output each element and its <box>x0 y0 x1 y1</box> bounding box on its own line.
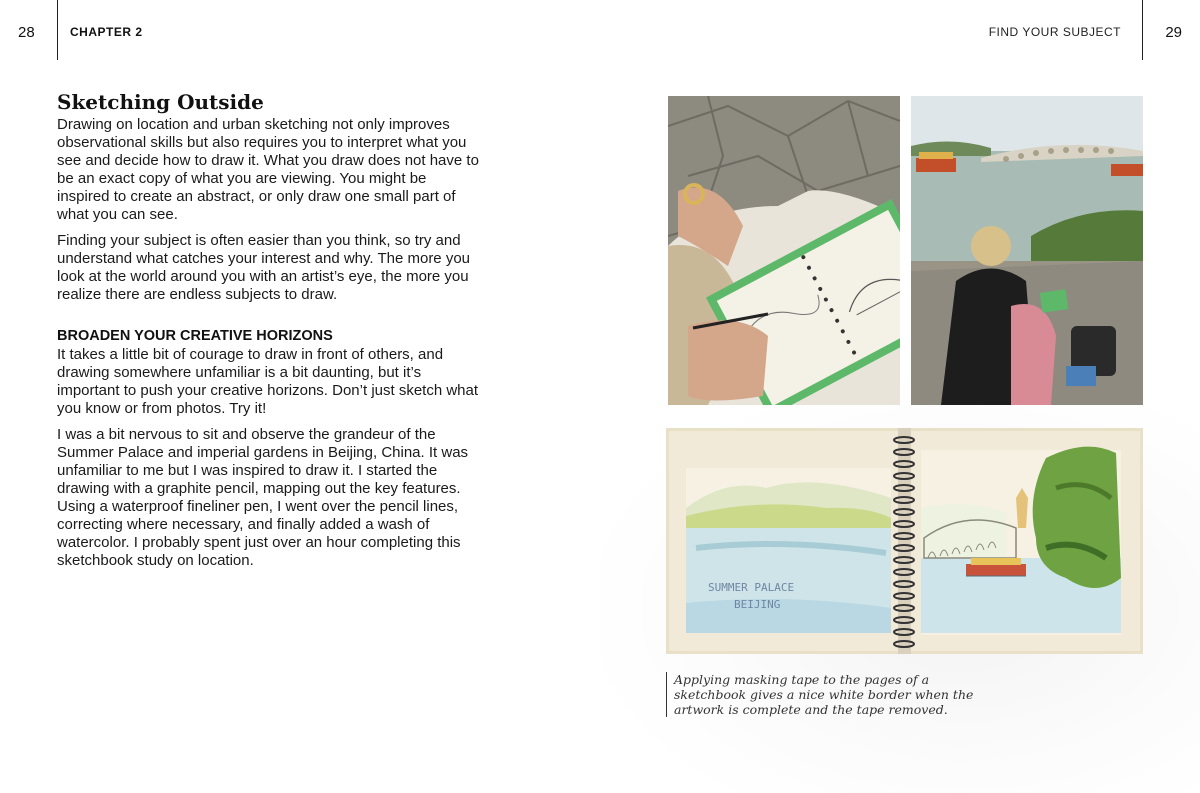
figure-caption: Applying masking tape to the pages of a sketchbook gives a nice white border when the artwork is complete and the tape removed. <box>666 672 974 717</box>
paragraph-1: Drawing on location and urban sketching not only improves observational skills but also requires you to interpret what you see and decide how to draw it. What you draw does not have to be an exact copy of what you are viewing. You might be inspired to create an abstract, or only draw one small part of what you can see. <box>57 116 479 223</box>
subheading: BROADEN YOUR CREATIVE HORIZONS <box>57 328 333 344</box>
photo-hand-sketching <box>668 96 900 405</box>
header-rule-left <box>57 0 58 60</box>
paragraph-3: It takes a little bit of courage to draw in front of others, and drawing somewhere unfamiliar is a bit daunting, but it’s important to push your creative horizons. Don’t just sketch what you know or from photos. Try it! <box>57 346 479 417</box>
page-number-left: 28 <box>18 24 35 41</box>
sketch-lettering-2: BEIJING <box>734 598 781 611</box>
photo-lake-bridge <box>911 96 1143 405</box>
page-number-right: 29 <box>1165 24 1182 41</box>
sketchbook-svg <box>666 428 1143 654</box>
sketchbook-watercolor <box>666 428 1143 654</box>
header-rule-right <box>1142 0 1143 60</box>
paragraph-4: I was a bit nervous to sit and observe the grandeur of the Summer Palace and imperial gardens in Beijing, China. It was unfamiliar to me but I was inspired to draw it. I started the drawing with a graphite pencil, mapping out the key features. Using a waterproof fineliner pen, I went over the pencil lines, correcting where necessary, and finally added a wash of watercolor. I probably spent just over an hour completing this sketchbook study on location. <box>57 426 469 569</box>
paragraph-2: Finding your subject is often easier than you think, so try and understand what catches your interest and why. The more you look at the world around you with an artist’s eye, the more you realize there are endless subjects to draw. <box>57 232 471 303</box>
right-page <box>600 0 1200 793</box>
section-title: Sketching Outside <box>57 90 264 114</box>
running-head-right: FIND YOUR SUBJECT <box>988 25 1121 39</box>
sketch-lettering-1: SUMMER PALACE <box>708 581 795 594</box>
article-body <box>57 90 482 578</box>
running-head-left: CHAPTER 2 <box>70 25 143 39</box>
